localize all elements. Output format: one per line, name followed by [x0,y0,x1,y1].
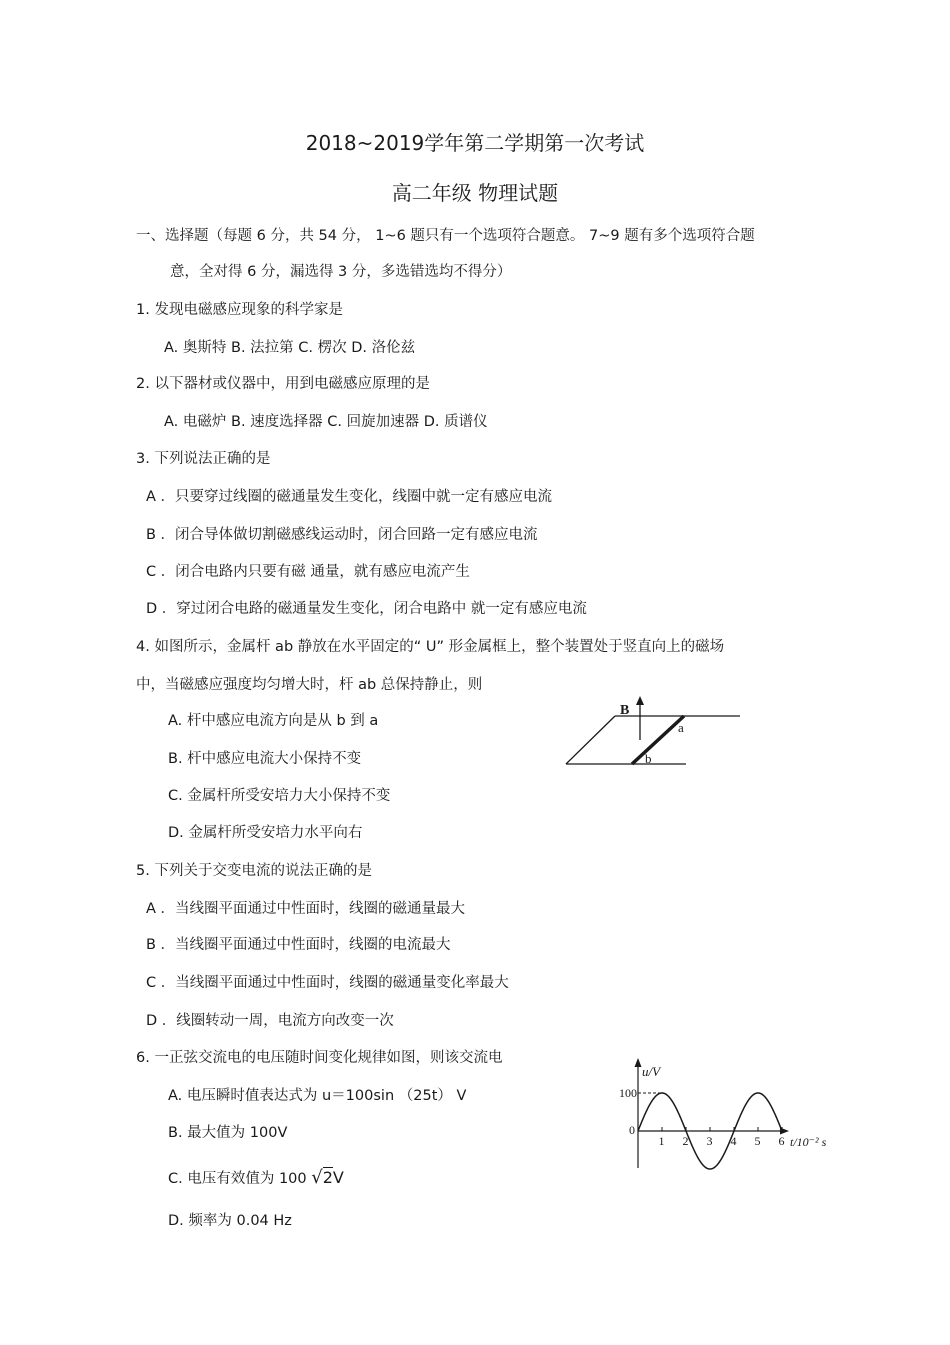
option-c-unit: V [332,1168,344,1187]
question-6-stem: 6. 一正弦交流电的电压随时间变化规律如图，则该交流电 [136,1050,503,1066]
question-5-stem: 5. 下列关于交变电流的说法正确的是 [136,863,372,879]
x-tick-label-1: 1 [658,1134,665,1148]
question-4-stem-line2: 中，当磁感应强度均匀增大时，杆 ab 总保持静止，则 [136,677,483,693]
question-5-option-d: D ．线圈转动一周，电流方向改变一次 [146,1013,394,1029]
x-tick-label-3: 3 [706,1134,713,1148]
x-tick-label-6: 6 [778,1134,785,1148]
question-5-option-a: A ．当线圈平面通过中性面时，线圈的磁通量最大 [146,901,466,917]
question-5-option-c: C ．当线圈平面通过中性面时，线圈的磁通量变化率最大 [146,975,509,991]
exam-subtitle: 高二年级 物理试题 [391,181,559,205]
option-c-prefix: C. 电压有效值为 100 [168,1171,312,1187]
label-B: B [620,703,630,718]
x-tick-label-5: 5 [754,1134,761,1148]
question-6-option-c [168,1168,344,1189]
x-tick-label-2: 2 [682,1134,689,1148]
section-intro-line1: 一、选择题（每题 6 分，共 54 分， 1~6 题只有一个选项符合题意。 7~9 题有多个选项符合题 [136,228,755,244]
x-axis-label: t/10⁻² s [790,1135,827,1149]
question-3-option-d: D ．穿过闭合电路的磁通量发生变化，闭合电路中 就一定有感应电流 [146,601,587,617]
question-2-stem: 2. 以下器材或仪器中，用到电磁感应原理的是 [136,376,430,392]
y-axis-label: u/V [642,1064,661,1079]
question-3-option-b: B ．闭合导体做切割磁感线运动时，闭合回路一定有感应电流 [146,527,538,543]
section-intro-line2: 意，全对得 6 分，漏选得 3 分，多选错选均不得分） [170,264,512,280]
label-b: b [645,751,652,766]
question-6-option-a: A. 电压瞬时值表达式为 u＝100sin （25t） V [168,1088,467,1104]
exam-title: 2018~2019学年第二学期第一次考试 [305,131,645,155]
question-3-option-a: A ．只要穿过线圈的磁通量发生变化，线圈中就一定有感应电流 [146,489,553,505]
question-4-stem-line1: 4. 如图所示，金属杆 ab 静放在水平固定的“ U” 形金属框上，整个装置处于竖直向上的磁场 [136,639,725,655]
question-6-option-d: D. 频率为 0.04 Hz [168,1213,292,1229]
question-6-chart [612,1056,844,1174]
frame-closed-end [566,716,615,764]
question-4-option-d: D. 金属杆所受安培力水平向右 [168,825,363,841]
x-ticks [659,1127,785,1148]
sqrt-sign: √ [311,1167,323,1188]
question-3-option-c: C ．闭合电路内只要有磁 通量，就有感应电流产生 [146,564,470,580]
question-2-options: A. 电磁炉 B. 速度选择器 C. 回旋加速器 D. 质谱仪 [164,414,488,430]
y-axis-arrow [635,1058,642,1067]
origin-label: 0 [629,1123,635,1137]
question-4-figure [560,696,750,772]
field-arrow-head [636,696,644,705]
question-6-option-b: B. 最大值为 100V [168,1125,288,1141]
question-5-option-b: B ．当线圈平面通过中性面时，线圈的电流最大 [146,937,451,953]
question-1-options: A. 奥斯特 B. 法拉第 C. 楞次 D. 洛伦兹 [164,340,416,356]
y-tick-label-100: 100 [619,1086,637,1100]
question-1-stem: 1. 发现电磁感应现象的科学家是 [136,302,343,318]
x-tick-label-4: 4 [730,1134,737,1148]
question-4-option-c: C. 金属杆所受安培力大小保持不变 [168,788,391,804]
question-4-option-a: A. 杆中感应电流方向是从 b 到 a [168,713,379,729]
question-4-option-b: B. 杆中感应电流大小保持不变 [168,751,362,767]
question-3-stem: 3. 下列说法正确的是 [136,451,271,467]
label-a: a [678,720,684,735]
sqrt-radicand: 2 [322,1168,333,1187]
